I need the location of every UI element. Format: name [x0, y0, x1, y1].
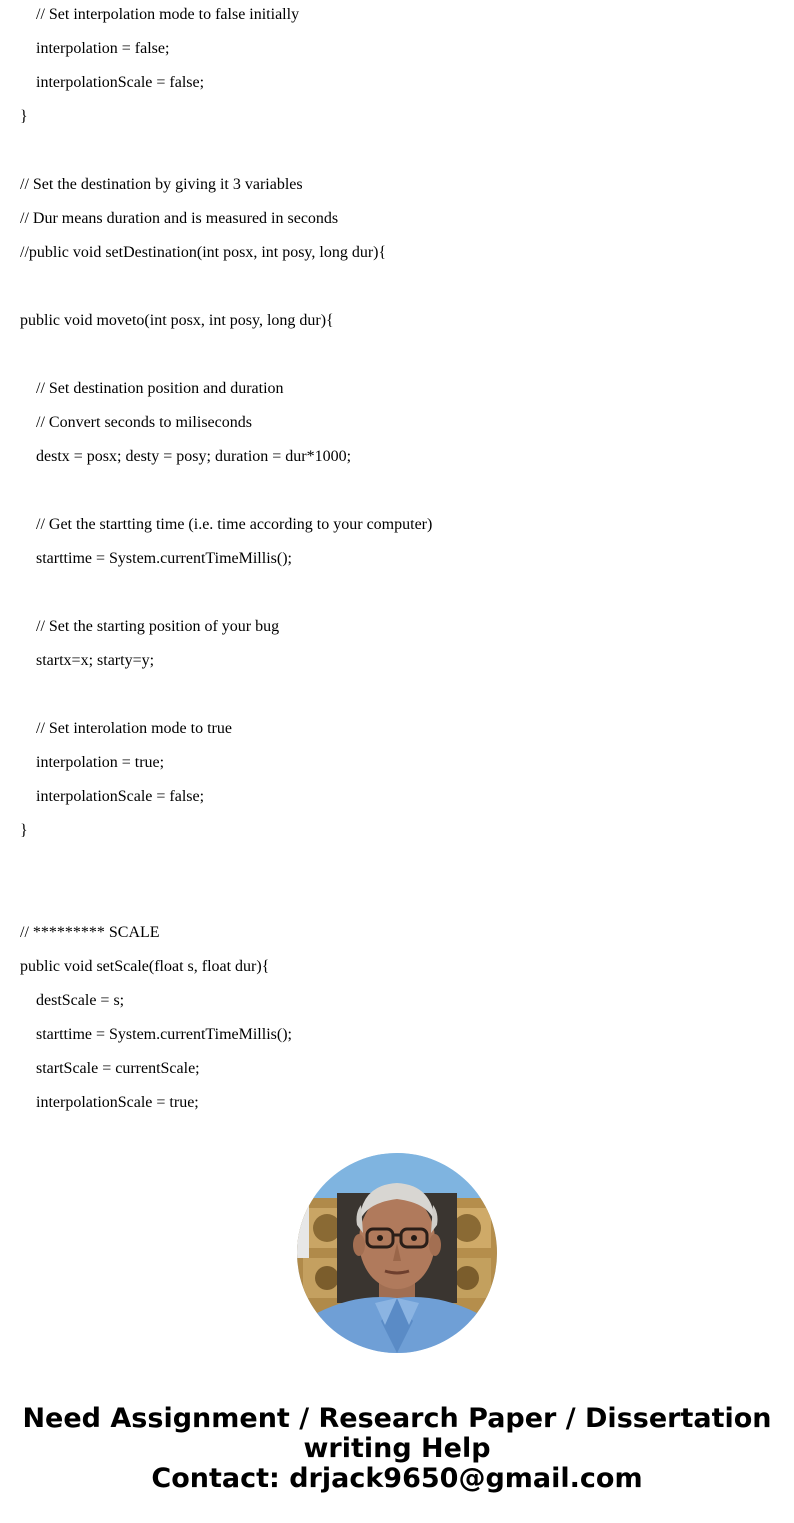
- code-line: starttime = System.currentTimeMillis();: [36, 1026, 292, 1043]
- code-line: interpolationScale = false;: [36, 788, 205, 805]
- code-line: // Get the startting time (i.e. time according to your computer): [36, 516, 433, 533]
- contact-banner: [0, 1404, 794, 1494]
- code-line: interpolation = false;: [36, 40, 170, 57]
- code-line: starttime = System.currentTimeMillis();: [36, 550, 292, 567]
- code-line: interpolation = true;: [36, 754, 165, 771]
- code-line: destScale = s;: [36, 992, 125, 1009]
- author-avatar: [297, 1153, 497, 1353]
- code-line: }: [20, 822, 28, 839]
- code-line: }: [20, 108, 28, 125]
- code-line: interpolationScale = false;: [36, 74, 205, 91]
- code-line: public void moveto(int posx, int posy, long dur){: [20, 312, 334, 329]
- code-line: interpolationScale = true;: [36, 1094, 199, 1111]
- promo-heading-line2: writing Help: [303, 1433, 491, 1464]
- code-line: // Set interpolation mode to false initially: [36, 6, 300, 23]
- code-line: //public void setDestination(int posx, int posy, long dur){: [20, 244, 387, 261]
- code-line: // Set the starting position of your bug: [36, 618, 280, 635]
- code-line: // Set interolation mode to true: [36, 720, 232, 737]
- code-line: // Set destination position and duration: [36, 380, 284, 397]
- code-line: // ********* SCALE: [20, 924, 160, 941]
- contact-email[interactable]: Contact: drjack9650@gmail.com: [151, 1463, 643, 1494]
- code-line: // Convert seconds to miliseconds: [36, 414, 252, 431]
- code-line: startScale = currentScale;: [36, 1060, 200, 1077]
- portrait-image: [297, 1153, 497, 1353]
- code-line: startx=x; starty=y;: [36, 652, 155, 669]
- code-line: public void setScale(float s, float dur){: [20, 958, 270, 975]
- code-line: // Set the destination by giving it 3 variables: [20, 176, 303, 193]
- code-line: destx = posx; desty = posy; duration = dur*1000;: [36, 448, 352, 465]
- promo-heading-line1: Need Assignment / Research Paper / Dissertation: [22, 1403, 772, 1434]
- code-line: // Dur means duration and is measured in seconds: [20, 210, 339, 227]
